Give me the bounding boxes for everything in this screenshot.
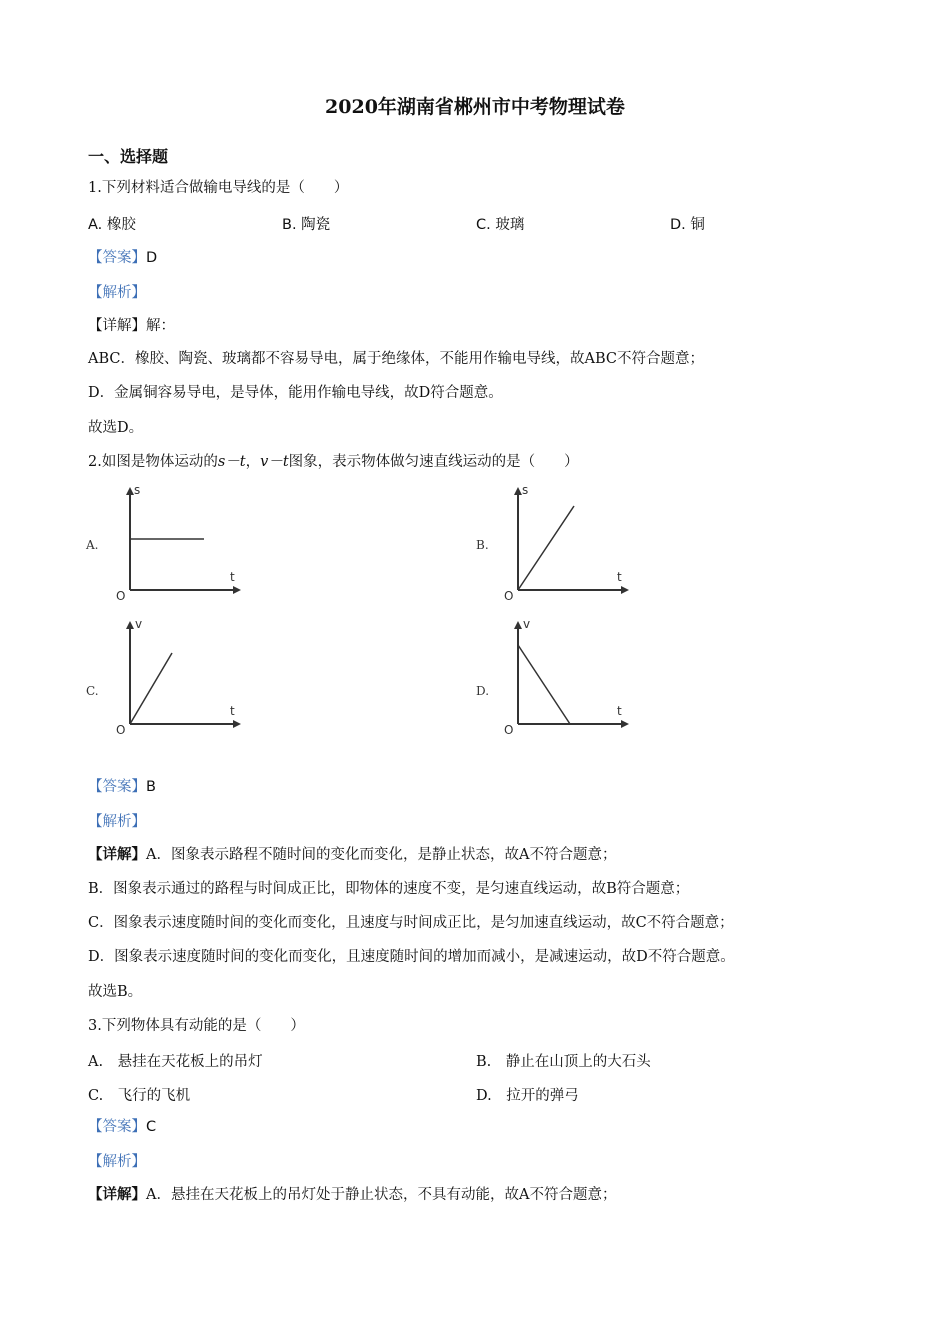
q3-option-c: C. 飞行的飞机 [88, 1088, 191, 1104]
answer-tag: 【答案】 [88, 779, 146, 795]
q2-stem-part: 2.如图是物体运动的 [88, 454, 218, 470]
answer-value: C [146, 1119, 157, 1135]
q1-option-c: C. 玻璃 [476, 217, 525, 233]
q1-explanation-line: 故选D。 [88, 420, 144, 436]
graph-b [500, 486, 632, 602]
graph-a-x-label: t [230, 570, 235, 584]
q1-explanation-line: D．金属铜容易导电，是导体，能用作输电导线，故D符合题意。 [88, 385, 503, 401]
graph-c-origin: O [116, 723, 126, 737]
q1-explanation-line: ABC．橡胶、陶瓷、玻璃都不容易导电，属于绝缘体，不能用作输电导线，故ABC不符合题意； [88, 351, 704, 367]
answer-tag: 【答案】 [88, 1119, 146, 1135]
answer-tag: 【答案】 [88, 250, 146, 266]
graph-d-label: D. [476, 684, 490, 698]
graph-b-y-label: s [522, 483, 529, 497]
q3-stem: 3.下列物体具有动能的是（ ） [88, 1018, 305, 1034]
q2-stem-comma: ， [245, 454, 261, 470]
graph-c [112, 620, 244, 736]
graph-c-line [130, 653, 172, 724]
graph-d-y-label: v [523, 617, 531, 631]
graph-a-label: A. [86, 538, 99, 552]
graph-b-x-label: t [617, 570, 622, 584]
q1-option-b: B. 陶瓷 [282, 217, 331, 233]
q1-option-a: A. 橡胶 [88, 217, 136, 233]
graph-a-y-label: s [134, 483, 141, 497]
q2-detail [88, 845, 616, 865]
graph-c-y-label: v [135, 617, 143, 631]
answer-value: B [146, 779, 156, 795]
graph-d-line [518, 645, 570, 724]
detail-tag: 【详解】 [88, 846, 146, 863]
graph-b-line [518, 506, 574, 590]
q3-option-d: D. 拉开的弹弓 [476, 1088, 579, 1104]
graph-a [112, 486, 244, 602]
detail-text: A．图象表示路程不随时间的变化而变化，是静止状态，故A不符合题意； [146, 847, 617, 863]
detail-tag: 【详解】 [88, 1186, 146, 1203]
section-heading: 一、选择题 [88, 147, 169, 166]
st-symbol: s－t [217, 454, 246, 470]
q2-analysis-tag: 【解析】 [88, 814, 146, 830]
q1-stem: 1.下列材料适合做输电导线的是（ ） [88, 180, 349, 196]
q2-explanation-line: C．图象表示速度随时间的变化而变化，且速度与时间成正比，是匀加速直线运动，故C不符合题意； [88, 915, 734, 931]
q3-option-b: B. 静止在山顶上的大石头 [476, 1054, 651, 1070]
graph-d-origin: O [504, 723, 514, 737]
q2-explanation-line: 故选B。 [88, 984, 143, 1000]
q1-answer [88, 248, 157, 268]
graph-b-label: B. [476, 538, 489, 552]
q3-answer [88, 1117, 156, 1137]
q2-stem-part: 图象，表示物体做匀速直线运动的是（ ） [288, 454, 579, 470]
graph-a-origin: O [116, 589, 126, 603]
q2-answer [88, 777, 156, 797]
vt-symbol: v－t [260, 454, 289, 470]
answer-value: D [146, 250, 158, 266]
graph-d [500, 620, 632, 736]
q2-stem [88, 452, 579, 472]
graph-c-label: C. [86, 684, 99, 698]
page-title: 2020年湖南省郴州市中考物理试卷 [325, 96, 625, 118]
q1-analysis-tag: 【解析】 [88, 285, 146, 301]
q1-detail: 【详解】解： [88, 318, 175, 334]
detail-text: A．悬挂在天花板上的吊灯处于静止状态，不具有动能，故A不符合题意； [146, 1187, 617, 1203]
q1-option-d: D. 铜 [670, 217, 705, 233]
graph-d-x-label: t [617, 704, 622, 718]
q3-detail [88, 1185, 616, 1205]
graph-c-x-label: t [230, 704, 235, 718]
q3-analysis-tag: 【解析】 [88, 1154, 146, 1170]
graph-b-origin: O [504, 589, 514, 603]
q2-explanation-line: D．图象表示速度随时间的变化而变化，且速度随时间的增加而减小，是减速运动，故D不符合题意。 [88, 949, 735, 965]
q3-option-a: A. 悬挂在天花板上的吊灯 [88, 1054, 263, 1070]
q2-explanation-line: B．图象表示通过的路程与时间成正比，即物体的速度不变，是匀速直线运动，故B符合题意； [88, 881, 690, 897]
